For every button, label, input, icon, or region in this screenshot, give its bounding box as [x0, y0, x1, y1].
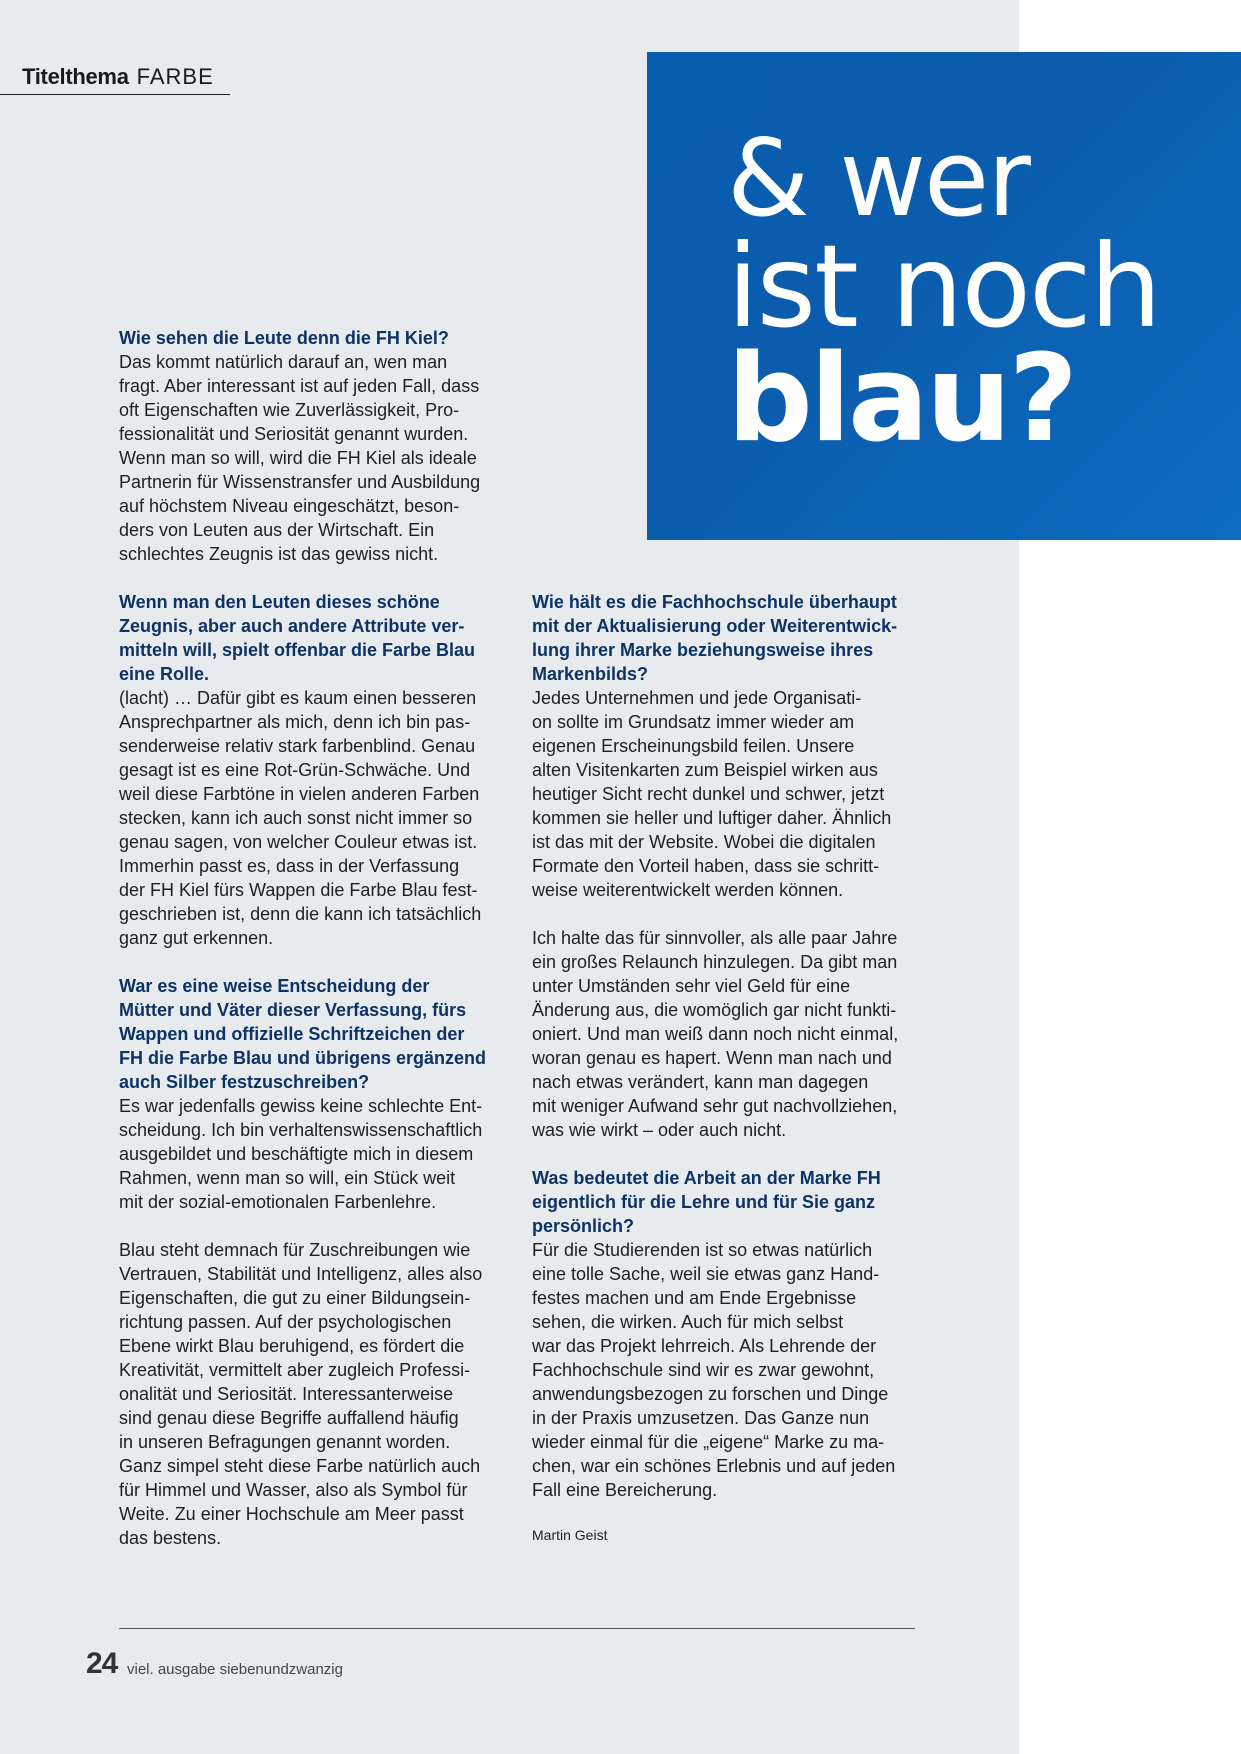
- answer-line: Partnerin für Wissenstransfer und Ausbildung: [119, 472, 481, 492]
- answer-line: Formate den Vorteil haben, dass sie schritt-: [532, 856, 880, 876]
- answer-line: unter Umständen sehr viel Geld für eine: [532, 976, 851, 996]
- answer-line: Es war jedenfalls gewiss keine schlechte Ent-: [119, 1096, 483, 1116]
- answer-line: chen, war ein schönes Erlebnis und auf jeden: [532, 1456, 896, 1476]
- answer-line: Das kommt natürlich darauf an, wen man: [119, 352, 448, 372]
- question-line: Wie hält es die Fachhochschule überhaupt: [532, 592, 897, 612]
- answer-line: sehen, die wirken. Auch für mich selbst: [532, 1312, 844, 1332]
- answer-line: Kreativität, vermittelt aber zugleich Professi-: [119, 1360, 471, 1380]
- answer-line: stecken, kann ich auch sonst nicht immer so: [119, 808, 473, 828]
- answer-line: ganz gut erkennen.: [119, 928, 274, 948]
- paragraph-spacer: [119, 1214, 501, 1238]
- answer-paragraph: [119, 686, 501, 950]
- answer-line: oniert. Und man weiß dann noch nicht einmal,: [532, 1024, 899, 1044]
- question-line: eigentlich für die Lehre und für Sie ganz: [532, 1192, 876, 1212]
- answer-line: sind genau diese Begriffe auffallend häufig: [119, 1408, 459, 1428]
- answer-line: der FH Kiel fürs Wappen die Farbe Blau fest-: [119, 880, 478, 900]
- publication-name: viel. ausgabe siebenundzwanzig: [127, 1661, 343, 1678]
- answer-line: nach etwas verändert, kann man dagegen: [532, 1072, 869, 1092]
- answer-line: in der Praxis umzusetzen. Das Ganze nun: [532, 1408, 870, 1428]
- answer-line: Ganz simpel steht diese Farbe natürlich auch: [119, 1456, 481, 1476]
- block-spacer: [119, 950, 501, 974]
- question-line: Mütter und Väter dieser Verfassung, fürs: [119, 1000, 467, 1020]
- answer-line: in unseren Befragungen genannt worden.: [119, 1432, 451, 1452]
- question-line: Was bedeutet die Arbeit an der Marke FH: [532, 1168, 881, 1188]
- question-line: War es eine weise Entscheidung der: [119, 976, 430, 996]
- answer-paragraph: [119, 1238, 501, 1550]
- footer-rule: [119, 1628, 915, 1629]
- answer-line: gesagt ist es eine Rot-Grün-Schwäche. Und: [119, 760, 471, 780]
- question-line: Wappen und offizielle Schriftzeichen der: [119, 1024, 465, 1044]
- answer-line: fessionalität und Seriosität genannt wurden.: [119, 424, 469, 444]
- interview-question: [119, 974, 501, 1094]
- answer-line: für Himmel und Wasser, also als Symbol für: [119, 1480, 468, 1500]
- answer-line: onalität und Seriosität. Interessanterweise: [119, 1384, 454, 1404]
- question-line: FH die Farbe Blau und übrigens ergänzend: [119, 1048, 487, 1068]
- answer-line: oft Eigenschaften wie Zuverlässigkeit, Pro-: [119, 400, 460, 420]
- topic-label: FARBE: [136, 64, 214, 89]
- answer-line: auf höchstem Niveau eingeschätzt, beson-: [119, 496, 460, 516]
- answer-line: eigenen Erscheinungsbild feilen. Unsere: [532, 736, 855, 756]
- answer-line: mit weniger Aufwand sehr gut nachvollziehen,: [532, 1096, 898, 1116]
- block-spacer: [532, 1142, 922, 1166]
- interview-question: [532, 590, 922, 686]
- interview-question: [532, 1166, 922, 1238]
- answer-paragraph: [532, 926, 922, 1142]
- answer-line: Wenn man so will, wird die FH Kiel als ideale: [119, 448, 477, 468]
- answer-line: Änderung aus, die womöglich gar nicht funkti-: [532, 1000, 897, 1020]
- answer-line: on sollte im Grundsatz immer wieder am: [532, 712, 855, 732]
- block-spacer: [119, 566, 501, 590]
- answer-line: weise weiterentwickelt werden können.: [532, 880, 844, 900]
- question-line: Markenbilds?: [532, 664, 649, 684]
- answer-line: genau sagen, von welcher Couleur etwas ist.: [119, 832, 478, 852]
- answer-line: Fachhochschule sind wir es zwar gewohnt,: [532, 1360, 875, 1380]
- section-label: Titelthema: [22, 64, 129, 89]
- answer-line: Eigenschaften, die gut zu einer Bildungsein-: [119, 1288, 471, 1308]
- answer-paragraph: [532, 1238, 922, 1502]
- answer-line: das bestens.: [119, 1528, 222, 1548]
- answer-line: scheidung. Ich bin verhaltenswissenschaftlich: [119, 1120, 483, 1140]
- answer-line: was wie wirkt – oder auch nicht.: [532, 1120, 787, 1140]
- answer-line: Immerhin passt es, dass in der Verfassung: [119, 856, 460, 876]
- paragraph-spacer: [532, 902, 922, 926]
- answer-line: ein großes Relaunch hinzulegen. Da gibt man: [532, 952, 898, 972]
- answer-line: (lacht) … Dafür gibt es kaum einen besseren: [119, 688, 477, 708]
- answer-line: ders von Leuten aus der Wirtschaft. Ein: [119, 520, 435, 540]
- answer-line: woran genau es hapert. Wenn man nach und: [532, 1048, 892, 1068]
- answer-paragraph: [119, 350, 501, 566]
- answer-paragraph: [119, 1094, 501, 1214]
- question-line: auch Silber festzuschreiben?: [119, 1072, 370, 1092]
- question-line: mitteln will, spielt offenbar die Farbe Blau: [119, 640, 476, 660]
- question-line: Wenn man den Leuten dieses schöne: [119, 592, 440, 612]
- answer-line: Blau steht demnach für Zuschreibungen wie: [119, 1240, 471, 1260]
- answer-line: alten Visitenkarten zum Beispiel wirken aus: [532, 760, 878, 780]
- hero-line-2: ist noch: [727, 220, 1160, 353]
- answer-line: Rahmen, wenn man so will, ein Stück weit: [119, 1168, 456, 1188]
- left-column: [119, 326, 501, 1550]
- answer-line: heutiger Sicht recht dunkel und schwer, jetzt: [532, 784, 885, 804]
- answer-line: geschrieben ist, denn die kann ich tatsächlich: [119, 904, 482, 924]
- answer-line: schlechtes Zeugnis ist das gewiss nicht.: [119, 544, 439, 564]
- author-signature: Martin Geist: [532, 1527, 608, 1543]
- answer-line: Vertrauen, Stabilität und Intelligenz, alles also: [119, 1264, 483, 1284]
- right-column: [532, 590, 922, 1502]
- answer-line: war das Projekt lehrreich. Als Lehrende der: [532, 1336, 877, 1356]
- answer-line: mit der sozial-emotionalen Farbenlehre.: [119, 1192, 437, 1212]
- hero-line-3: blau?: [727, 330, 1076, 469]
- answer-line: senderweise relativ stark farbenblind. Genau: [119, 736, 476, 756]
- answer-line: Fall eine Bereicherung.: [532, 1480, 718, 1500]
- section-header: [22, 64, 214, 90]
- answer-line: wieder einmal für die „eigene“ Marke zu ma-: [532, 1432, 885, 1452]
- answer-line: fragt. Aber interessant ist auf jeden Fall, dass: [119, 376, 480, 396]
- answer-line: ist das mit der Website. Wobei die digitalen: [532, 832, 876, 852]
- answer-line: eine tolle Sache, weil sie etwas ganz Hand-: [532, 1264, 880, 1284]
- question-line: mit der Aktualisierung oder Weiterentwick-: [532, 616, 898, 636]
- answer-line: kommen sie heller und luftiger daher. Ähnlich: [532, 808, 892, 828]
- interview-question: [119, 590, 501, 686]
- hero-line-1: & wer: [727, 117, 1029, 240]
- answer-paragraph: [532, 686, 922, 902]
- hero-title-box: [647, 52, 1241, 540]
- question-line: eine Rolle.: [119, 664, 210, 684]
- answer-line: richtung passen. Auf der psychologischen: [119, 1312, 452, 1332]
- question-line: Zeugnis, aber auch andere Attribute ver-: [119, 616, 465, 636]
- page-number: 24: [86, 1647, 118, 1680]
- answer-line: Jedes Unternehmen und jede Organisati-: [532, 688, 862, 708]
- answer-line: weil diese Farbtöne in vielen anderen Farben: [119, 784, 480, 804]
- answer-line: Ich halte das für sinnvoller, als alle paar Jahre: [532, 928, 898, 948]
- answer-line: Ebene wirkt Blau beruhigend, es fördert die: [119, 1336, 465, 1356]
- answer-line: Für die Studierenden ist so etwas natürlich: [532, 1240, 873, 1260]
- question-line: lung ihrer Marke beziehungsweise ihres: [532, 640, 874, 660]
- answer-line: festes machen und am Ende Ergebnisse: [532, 1288, 857, 1308]
- answer-line: anwendungsbezogen zu forschen und Dinge: [532, 1384, 889, 1404]
- interview-question: [119, 326, 501, 350]
- header-rule: [0, 94, 230, 95]
- answer-line: Ansprechpartner als mich, denn ich bin pas-: [119, 712, 471, 732]
- question-line: persönlich?: [532, 1216, 635, 1236]
- answer-line: ausgebildet und beschäftigte mich in diesem: [119, 1144, 474, 1164]
- question-line: Wie sehen die Leute denn die FH Kiel?: [119, 328, 449, 348]
- answer-line: Weite. Zu einer Hochschule am Meer passt: [119, 1504, 464, 1524]
